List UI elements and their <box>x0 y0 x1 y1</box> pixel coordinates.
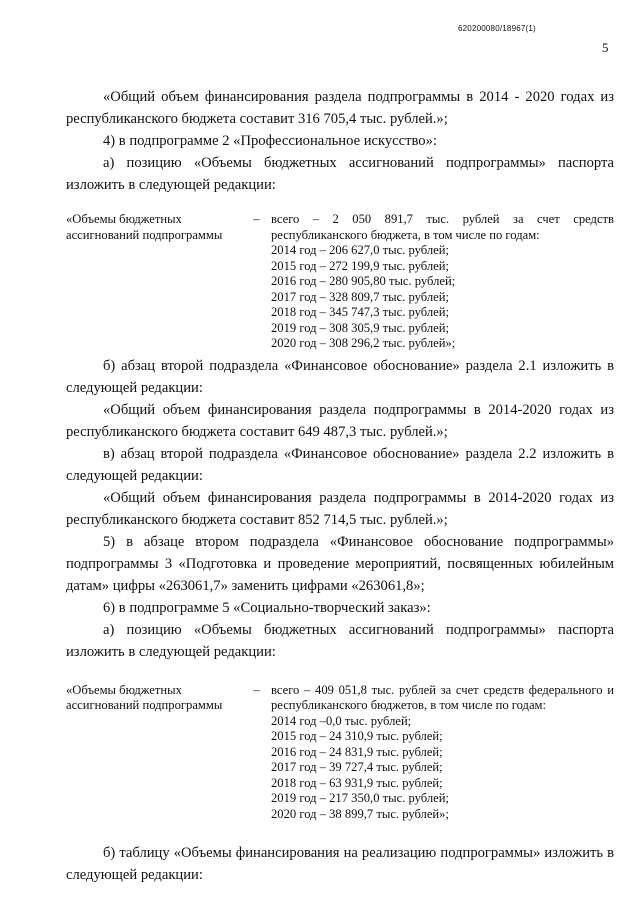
passport-year-line: 2014 год –0,0 тыс. рублей; <box>271 713 412 728</box>
passport-total: всего – 409 051,8 тыс. рублей за счет средств федерального и республиканского бюджетов, в том числе по годам: <box>271 682 614 712</box>
passport-year-line: 2015 год – 272 199,9 тыс. рублей; <box>271 258 449 273</box>
paragraph: «Общий объем финансирования раздела подпрограммы в 2014-2020 годах из республиканского бюджета составит 649 487,3 тыс. рублей.»; <box>66 401 614 440</box>
passport-year-line: 2017 год – 39 727,4 тыс. рублей; <box>271 760 443 774</box>
paragraph: «Общий объем финансирования раздела подпрограммы в 2014 - 2020 годах из республиканского бюджета составит 316 705,4 тыс. рублей.»; <box>66 89 614 127</box>
passport-label: «Объемы бюджетных ассигнований подпрограммы <box>66 682 223 712</box>
passport-year-line: 2017 год – 328 809,7 тыс. рублей; <box>271 289 449 304</box>
passport-value <box>271 683 614 823</box>
document-id: 620200080/18967(1) <box>458 24 536 33</box>
paragraph: 4) в подпрограмме 2 «Профессиональное искусство»: <box>103 133 437 149</box>
page-number: 5 <box>602 40 609 55</box>
paragraph: 5) в абзаце втором подраздела «Финансовое обоснование подпрограммы» подпрограммы 3 «Подготовка и проведение мероприятий, посвященных юбилейным датам» цифры «263061,7» заменить цифрами «263061,8»; <box>66 533 614 594</box>
passport-label: «Объемы бюджетных ассигнований подпрограммы <box>66 212 223 242</box>
passport-position-subprogram-2 <box>66 212 614 352</box>
paragraph: б) таблицу «Объемы финансирования на реализацию подпрограммы» изложить в следующей редакции: <box>66 845 614 883</box>
passport-year-line: 2019 год – 217 350,0 тыс. рублей; <box>271 791 449 805</box>
paragraph: а) позицию «Объемы бюджетных ассигнований подпрограммы» паспорта изложить в следующей редакции: <box>66 621 614 660</box>
passport-dash: – <box>253 682 260 697</box>
passport-year-line: 2018 год – 345 747,3 тыс. рублей; <box>271 305 449 319</box>
passport-year-line: 2015 год – 24 310,9 тыс. рублей; <box>271 729 443 743</box>
passport-year-line: 2014 год – 206 627,0 тыс. рублей; <box>271 243 449 257</box>
passport-year-line: 2016 год – 280 905,80 тыс. рублей; <box>271 274 456 288</box>
paragraph: б) абзац второй подраздела «Финансовое обоснование» раздела 2.1 изложить в следующей редакции: <box>66 357 614 396</box>
passport-position-subprogram-5 <box>66 683 614 823</box>
passport-total: всего – 2 050 891,7 тыс. рублей за счет средств республиканского бюджета, в том числе по годам: <box>271 212 614 242</box>
paragraph: а) позицию «Объемы бюджетных ассигнований подпрограммы» паспорта изложить в следующей редакции: <box>66 155 614 193</box>
passport-year-line: 2020 год – 38 899,7 тыс. рублей»; <box>271 806 449 821</box>
passport-year-line: 2016 год – 24 831,9 тыс. рублей; <box>271 744 443 759</box>
paragraph: «Общий объем финансирования раздела подпрограммы в 2014-2020 годах из республиканского бюджета составит 852 714,5 тыс. рублей.»; <box>66 489 614 528</box>
paragraph: 6) в подпрограмме 5 «Социально-творческий заказ»: <box>103 599 431 616</box>
passport-year-line: 2018 год – 63 931,9 тыс. рублей; <box>271 775 443 790</box>
document-body <box>66 86 614 886</box>
passport-year-line: 2020 год – 308 296,2 тыс. рублей»; <box>271 336 456 350</box>
passport-value <box>271 212 614 352</box>
passport-year-line: 2019 год – 308 305,9 тыс. рублей; <box>271 320 449 335</box>
paragraph: в) абзац второй подраздела «Финансовое обоснование» раздела 2.2 изложить в следующей редакции: <box>66 445 614 484</box>
passport-dash: – <box>253 212 260 226</box>
